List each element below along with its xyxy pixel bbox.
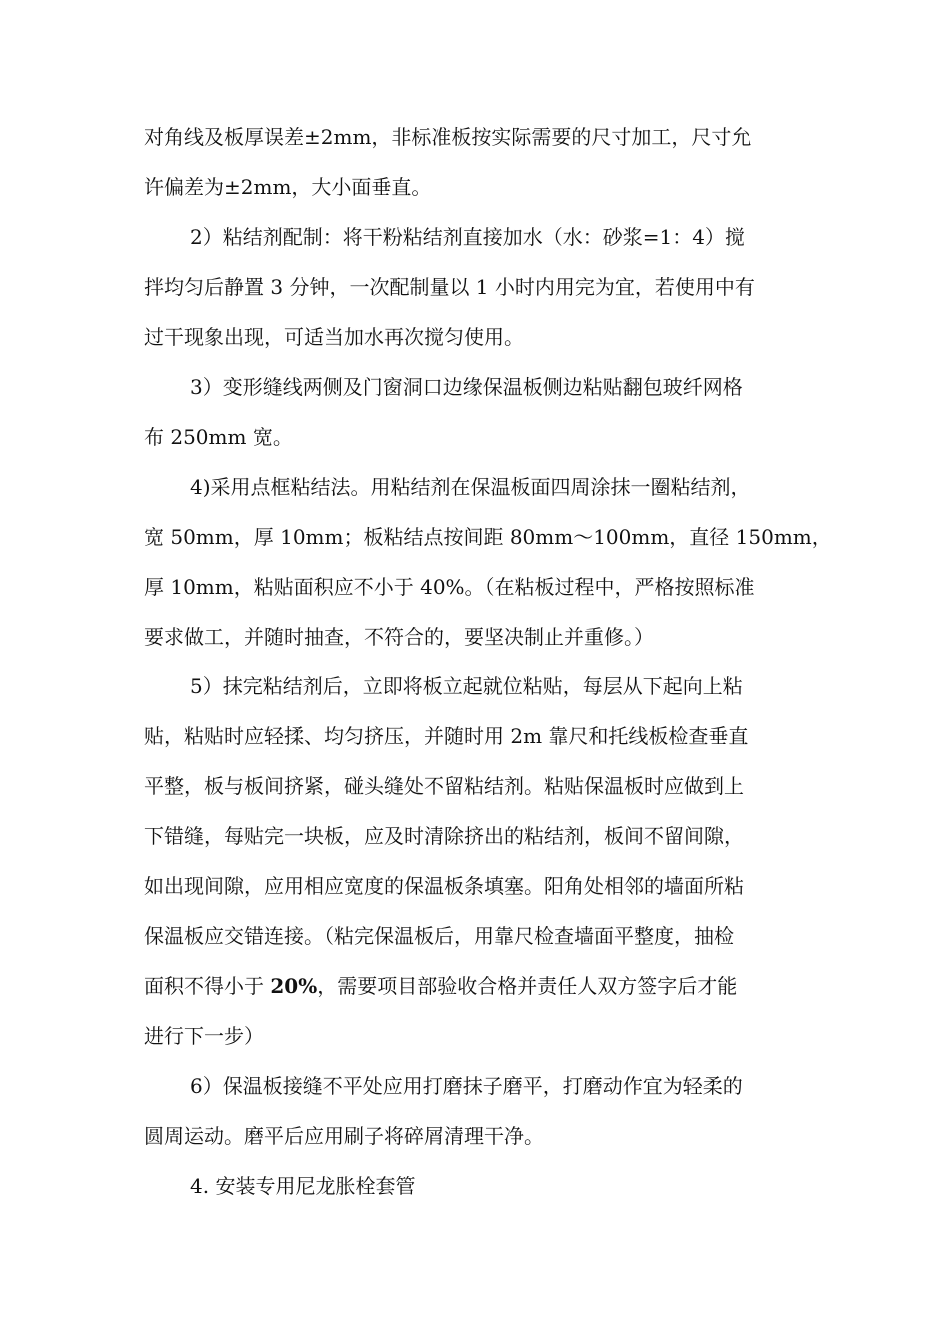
paragraph-3-start: 3）变形缝线两侧及门窗洞口边缘保温板侧边粘贴翻包玻纤网格 bbox=[190, 375, 743, 399]
text-line: 许偏差为±2mm，大小面垂直。 bbox=[144, 175, 432, 199]
text-line: 拌均匀后静置 3 分钟，一次配制量以 1 小时内用完为宜，若使用中有 bbox=[144, 275, 755, 299]
paragraph-5-start: 5）抹完粘结剂后，立即将板立起就位粘贴，每层从下起向上粘 bbox=[190, 674, 743, 698]
paragraph-2-start: 2）粘结剂配制：将干粉粘结剂直接加水（水：砂浆=1：4）搅 bbox=[190, 225, 745, 249]
paragraph-6-start: 6）保温板接缝不平处应用打磨抹子磨平，打磨动作宜为轻柔的 bbox=[190, 1074, 743, 1098]
bold-percentage: 20% bbox=[270, 974, 318, 998]
text-line: 要求做工，并随时抽查，不符合的，要坚决制止并重修。） bbox=[144, 625, 654, 649]
text-line: 平整，板与板间挤紧，碰头缝处不留粘结剂。粘贴保温板时应做到上 bbox=[144, 774, 744, 798]
text-line: 宽 50mm，厚 10mm；板粘结点按间距 80mm～100mm，直径 150mm， bbox=[144, 525, 832, 549]
text-line-with-bold bbox=[144, 973, 737, 999]
paragraph-4-start: 4)采用点框粘结法。用粘结剂在保温板面四周涂抹一圈粘结剂， bbox=[190, 475, 751, 499]
text-line: 布 250mm 宽。 bbox=[144, 425, 293, 449]
text-line: 贴，粘贴时应轻揉、均匀挤压，并随时用 2m 靠尺和托线板检查垂直 bbox=[144, 724, 749, 748]
text-line: 圆周运动。磨平后应用刷子将碎屑清理干净。 bbox=[144, 1124, 544, 1148]
text-line: 厚 10mm，粘贴面积应不小于 40%。（在粘板过程中，严格按照标准 bbox=[144, 575, 755, 599]
text-line: 进行下一步） bbox=[144, 1024, 264, 1048]
text-line: 对角线及板厚误差±2mm，非标准板按实际需要的尺寸加工，尺寸允 bbox=[144, 125, 752, 149]
text-segment: 面积不得小于 bbox=[144, 974, 271, 998]
text-line: 保温板应交错连接。（粘完保温板后，用靠尺检查墙面平整度，抽检 bbox=[144, 924, 734, 948]
text-line: 下错缝，每贴完一块板，应及时清除挤出的粘结剂，板间不留间隙， bbox=[144, 824, 744, 848]
section-heading: 4. 安装专用尼龙胀栓套管 bbox=[190, 1174, 416, 1198]
text-segment: ，需要项目部验收合格并责任人双方签字后才能 bbox=[317, 974, 738, 998]
text-line: 过干现象出现，可适当加水再次搅匀使用。 bbox=[144, 325, 524, 349]
text-line: 如出现间隙，应用相应宽度的保温板条填塞。阳角处相邻的墙面所粘 bbox=[144, 874, 744, 898]
